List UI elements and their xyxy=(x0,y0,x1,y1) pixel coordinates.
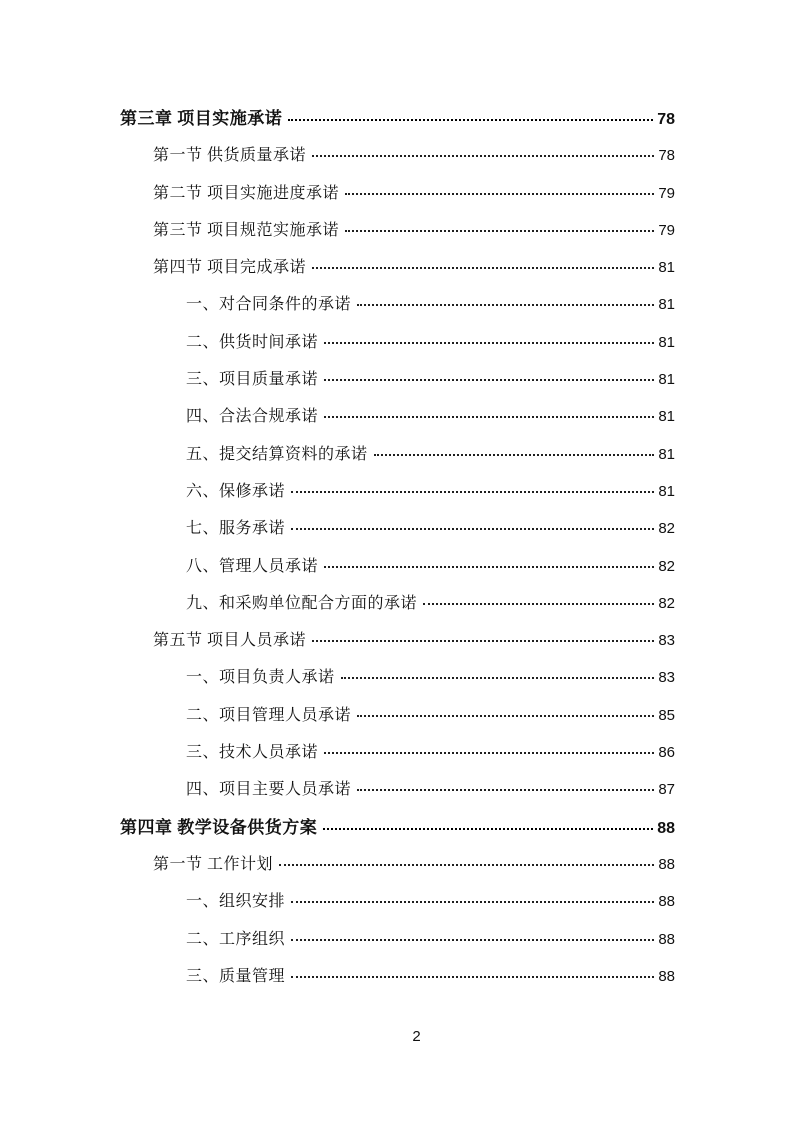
toc-entry-page: 83 xyxy=(658,669,675,687)
toc-leader-dots xyxy=(423,603,654,605)
toc-entry-page: 88 xyxy=(658,967,675,985)
toc-leader-dots xyxy=(288,119,653,121)
toc-entry[interactable] xyxy=(120,175,675,212)
toc-leader-dots xyxy=(291,901,654,903)
toc-entry-page: 81 xyxy=(658,371,675,389)
toc-entry[interactable] xyxy=(120,286,675,323)
toc-leader-dots xyxy=(324,566,654,568)
toc-entry-label: 九、和采购单位配合方面的承诺 xyxy=(186,594,418,612)
toc-entry-page: 86 xyxy=(658,744,675,762)
toc-entry[interactable] xyxy=(120,659,675,696)
toc-entry-label: 第二节 项目实施进度承诺 xyxy=(153,184,340,202)
toc-entry-label: 三、技术人员承诺 xyxy=(186,744,319,762)
toc-entry-label: 第三节 项目规范实施承诺 xyxy=(153,221,340,239)
toc-entry[interactable] xyxy=(120,100,675,137)
toc-leader-dots xyxy=(324,416,654,418)
toc-entry-label: 第一节 工作计划 xyxy=(153,855,274,873)
toc-entry-page: 88 xyxy=(657,819,675,837)
toc-leader-dots xyxy=(357,789,654,791)
toc-leader-dots xyxy=(312,267,654,269)
toc-entry-label: 一、项目负责人承诺 xyxy=(186,669,335,687)
toc-leader-dots xyxy=(341,677,655,679)
toc-entry[interactable] xyxy=(120,883,675,920)
toc-leader-dots xyxy=(374,454,655,456)
toc-entry-page: 78 xyxy=(658,147,675,165)
toc-leader-dots xyxy=(345,193,654,195)
toc-entry[interactable] xyxy=(120,622,675,659)
toc-entry-label: 八、管理人员承诺 xyxy=(186,557,319,575)
toc-entry[interactable] xyxy=(120,510,675,547)
toc-entry[interactable] xyxy=(120,548,675,585)
toc-leader-dots xyxy=(291,939,654,941)
toc-entry-label: 第一节 供货质量承诺 xyxy=(153,147,307,165)
toc-entry-page: 81 xyxy=(658,482,675,500)
toc-leader-dots xyxy=(312,155,654,157)
toc-entry[interactable] xyxy=(120,921,675,958)
toc-entry[interactable] xyxy=(120,361,675,398)
toc-leader-dots xyxy=(357,715,654,717)
toc-entry-page: 85 xyxy=(658,706,675,724)
toc-entry[interactable] xyxy=(120,212,675,249)
toc-entry-label: 第三章 项目实施承诺 xyxy=(120,109,283,128)
toc-entry-label: 一、组织安排 xyxy=(186,893,286,911)
toc-leader-dots xyxy=(324,342,654,344)
toc-entry-page: 79 xyxy=(658,221,675,239)
toc-leader-dots xyxy=(357,304,654,306)
toc-entry[interactable] xyxy=(120,585,675,622)
toc-entry-label: 第四节 项目完成承诺 xyxy=(153,259,307,277)
toc-entry-page: 82 xyxy=(658,594,675,612)
toc-entry-label: 六、保修承诺 xyxy=(186,482,286,500)
toc-entry-page: 79 xyxy=(658,184,675,202)
toc-leader-dots xyxy=(323,828,653,830)
toc-leader-dots xyxy=(312,640,654,642)
toc-entry[interactable] xyxy=(120,809,675,846)
toc-entry-label: 三、质量管理 xyxy=(186,967,286,985)
toc-entry-page: 81 xyxy=(658,296,675,314)
toc-entry-page: 81 xyxy=(658,445,675,463)
toc-entry[interactable] xyxy=(120,324,675,361)
toc-entry[interactable] xyxy=(120,771,675,808)
toc-leader-dots xyxy=(324,379,654,381)
toc-leader-dots xyxy=(345,230,654,232)
toc-entry[interactable] xyxy=(120,846,675,883)
toc-entry-page: 78 xyxy=(657,111,675,128)
toc-entry[interactable] xyxy=(120,249,675,286)
toc-entry[interactable] xyxy=(120,697,675,734)
toc-leader-dots xyxy=(291,528,654,530)
toc-entry[interactable] xyxy=(120,398,675,435)
toc-entry-label: 第五节 项目人员承诺 xyxy=(153,632,307,650)
toc-entry-page: 88 xyxy=(658,893,675,911)
toc-leader-dots xyxy=(324,752,654,754)
toc-entry-page: 82 xyxy=(658,557,675,575)
toc-entry-label: 二、工序组织 xyxy=(186,930,286,948)
toc-entry-label: 四、合法合规承诺 xyxy=(186,408,319,426)
toc-entry-label: 第四章 教学设备供货方案 xyxy=(120,817,318,837)
toc-entry-label: 五、提交结算资料的承诺 xyxy=(186,445,368,463)
table-of-contents xyxy=(120,100,675,995)
toc-entry-page: 81 xyxy=(658,259,675,277)
toc-entry[interactable] xyxy=(120,734,675,771)
toc-leader-dots xyxy=(291,491,654,493)
toc-entry[interactable] xyxy=(120,436,675,473)
toc-entry-page: 87 xyxy=(658,781,675,799)
toc-entry[interactable] xyxy=(120,473,675,510)
toc-entry[interactable] xyxy=(120,958,675,995)
toc-entry-page: 88 xyxy=(658,930,675,948)
toc-entry-label: 七、服务承诺 xyxy=(186,520,286,538)
footer-page-number: 2 xyxy=(412,1028,421,1045)
toc-entry-page: 88 xyxy=(658,855,675,873)
toc-entry-page: 81 xyxy=(658,408,675,426)
toc-entry-label: 一、对合同条件的承诺 xyxy=(186,296,352,314)
toc-entry-label: 四、项目主要人员承诺 xyxy=(186,781,352,799)
toc-entry-label: 三、项目质量承诺 xyxy=(186,371,319,389)
toc-entry-label: 二、供货时间承诺 xyxy=(186,333,319,351)
toc-entry-page: 81 xyxy=(658,333,675,351)
toc-entry-label: 二、项目管理人员承诺 xyxy=(186,706,352,724)
toc-leader-dots xyxy=(279,864,654,866)
toc-entry-page: 83 xyxy=(658,632,675,650)
toc-leader-dots xyxy=(291,976,654,978)
toc-entry[interactable] xyxy=(120,137,675,174)
toc-entry-page: 82 xyxy=(658,520,675,538)
